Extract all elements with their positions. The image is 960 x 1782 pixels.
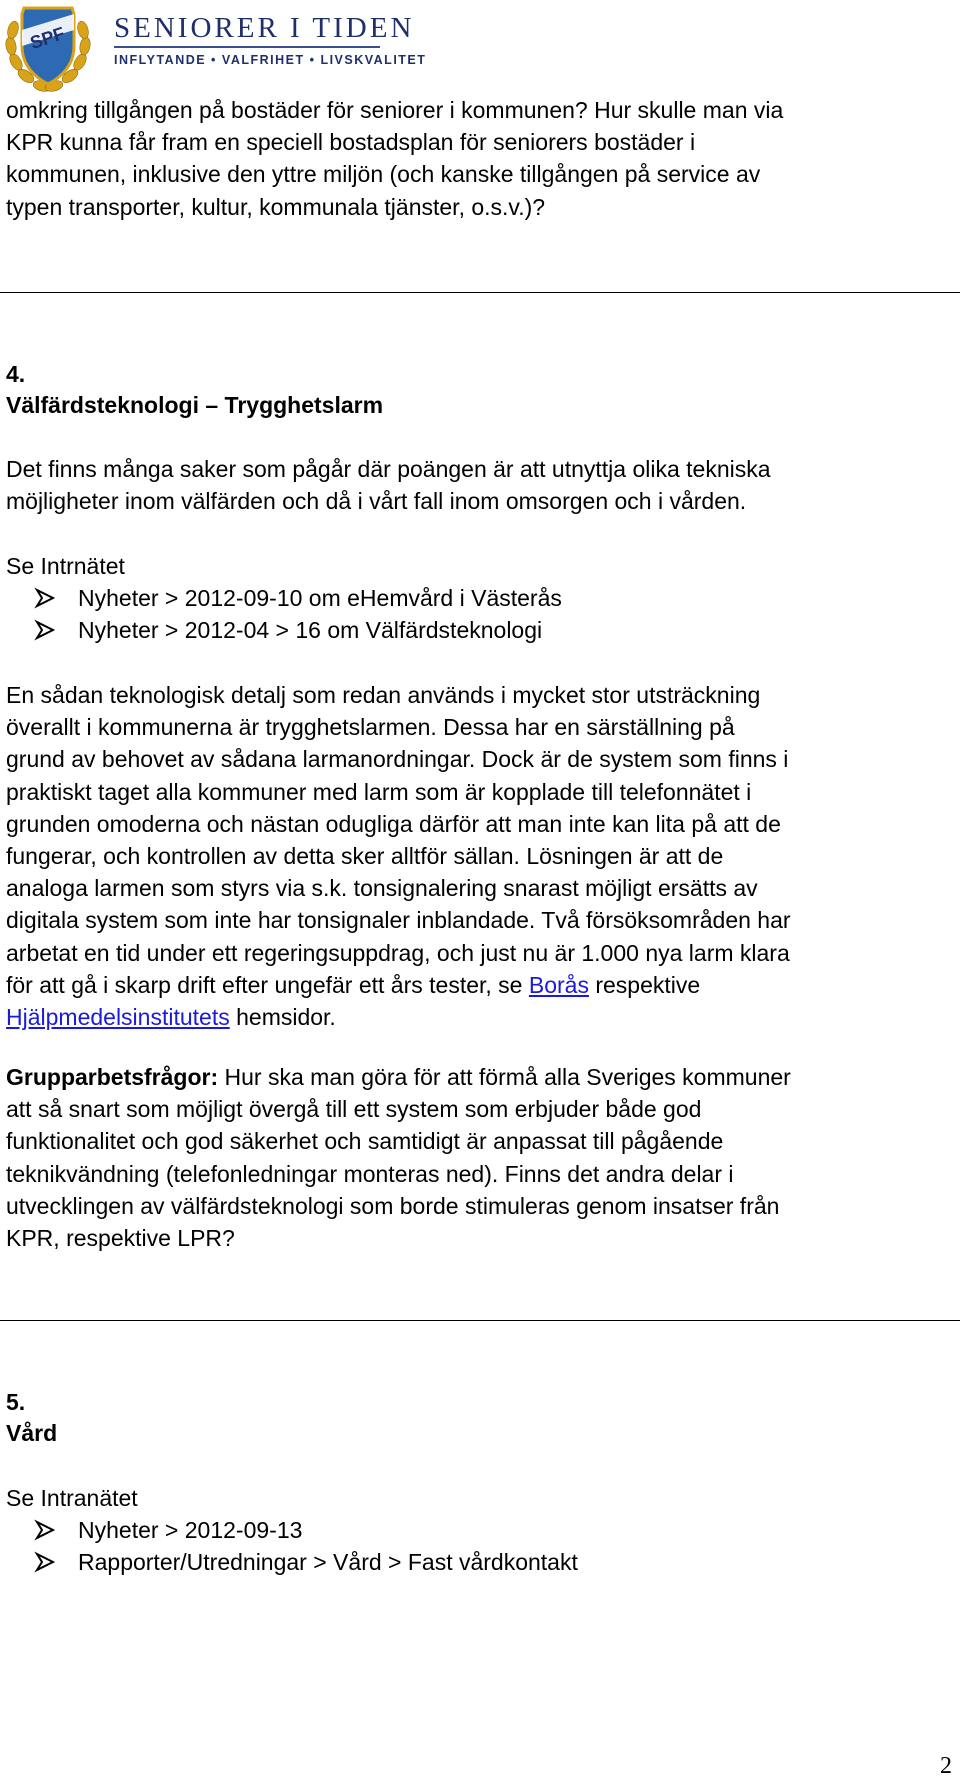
text-line: digitala system som inte har tonsignaler inblandade. Två försöksområden har [6,907,791,934]
text-line: grund av behovet av sådana larmanordningar. Dock är de system som finns i [6,746,789,773]
list-item-text: Nyheter > 2012-09-10 om eHemvård i Västerås [78,585,562,611]
text-line: typen transporter, kultur, kommunala tjänster, o.s.v.)? [6,193,546,220]
intro-paragraph [6,94,956,223]
spf-emblem-icon [2,0,106,100]
text-line: KPR, respektive LPR? [6,1225,235,1252]
text-line: överallt i kommunerna är trygghetslarmen. Dessa har en särställning på [6,714,735,741]
svg-text:SPF: SPF [27,23,68,54]
text-line: En sådan teknologisk detalj som redan används i mycket stor utsträckning [6,682,761,708]
list-item [38,1546,578,1578]
text-line: arbetat en tid under ett regeringsuppdrag, och just nu är 1.000 nya larm klara [6,939,790,966]
text-line: Det finns många saker som pågår där poängen är att utnyttja olika tekniska [6,456,771,482]
list-item [38,614,542,646]
section-4-intro [6,453,956,517]
org-name: SENIORER I TIDEN [114,12,415,44]
group-questions-label: Grupparbetsfrågor: [6,1064,219,1090]
section-divider [0,1320,960,1321]
text-line: Hjälpmedelsinstitutets hemsidor. [6,1004,336,1031]
arrow-bullet-icon [34,1519,56,1541]
text-line: omkring tillgången på bostäder för seniorer i kommunen? Hur skulle man via [6,97,784,123]
arrow-bullet-icon [34,587,56,609]
section-4-number: 4. [6,361,26,387]
arrow-bullet-icon [34,1551,56,1573]
text-line: praktiskt taget alla kommuner med larm som är kopplade till telefonnätet i [6,778,752,805]
group-questions [6,1061,956,1254]
page-number: 2 [940,1753,952,1779]
link-hjalpmedelsinstitutet[interactable]: Hjälpmedelsinstitutets [6,1004,230,1031]
list-item-text: Rapporter/Utredningar > Vård > Fast vårdkontakt [78,1549,578,1575]
text-line: fungerar, och kontrollen av detta sker alltför sällan. Lösningen är att de [6,843,724,870]
text-line: analoga larmen som styrs via s.k. tonsignalering snarast möjligt ersätts av [6,875,758,902]
section-4-body [6,679,956,1033]
text-line: för att gå i skarp drift efter ungefär ett års tester, se Borås respektive [6,971,701,998]
header-divider [114,46,380,48]
arrow-bullet-icon [34,619,56,641]
text-line: grunden omoderna och nästan odugliga därför att man inte kan lita på att de [6,810,781,837]
text-line: utvecklingen av välfärdsteknologi som borde stimuleras genom insatser från [6,1192,780,1219]
link-boras[interactable]: Borås [528,971,589,998]
section-4-see-label: Se Intrnätet [6,553,125,579]
list-item-text: Nyheter > 2012-09-13 [78,1517,303,1543]
list-item-text: Nyheter > 2012-04 > 16 om Välfärdsteknologi [78,617,543,643]
section-5-number: 5. [6,1389,26,1415]
text-line: Grupparbetsfrågor: Hur ska man göra för att förmå alla Sveriges kommuner [6,1064,791,1090]
text-line: kommunen, inklusive den yttre miljön (och kanske tillgången på service av [6,161,761,188]
header [0,0,960,100]
text-line: möjligheter inom välfärden och då i vårt fall inom omsorgen och i vården. [6,488,747,515]
text-line: att så snart som möjligt övergå till ett system som erbjuder både god [6,1096,702,1123]
section-5-see-label: Se Intranätet [6,1485,138,1511]
section-5-title: Vård [6,1420,58,1446]
section-4-title: Välfärdsteknologi – Trygghetslarm [6,392,384,418]
text-line: teknikvändning (telefonledningar monteras ned). Finns det andra delar i [6,1160,734,1187]
list-item [38,1514,302,1546]
text-line: funktionalitet och god säkerhet och samtidigt är anpassat till pågående [6,1128,724,1155]
text-line: KPR kunna får fram en speciell bostadsplan för seniorers bostäder i [6,129,696,156]
list-item [38,582,562,614]
section-divider [0,292,960,293]
org-tagline: INFLYTANDE • VALFRIHET • LIVSKVALITET [114,53,427,67]
